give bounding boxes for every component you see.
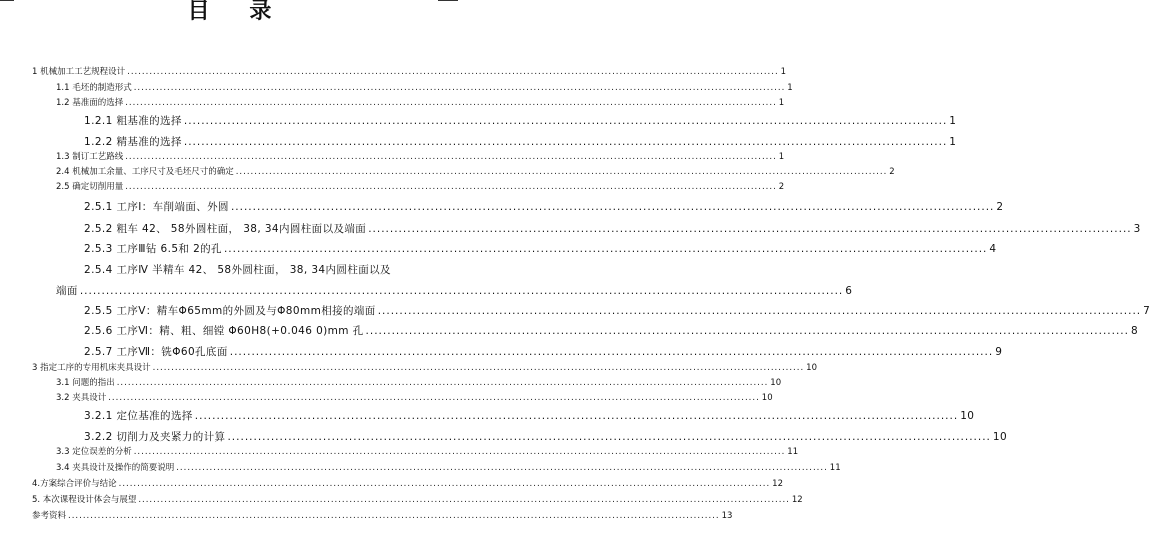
toc-entry-1-2[interactable] <box>56 97 785 109</box>
toc-entry-page: 1 <box>949 136 957 148</box>
toc-entry-page: 10 <box>806 363 817 373</box>
toc-entry-label: 3.2.1 定位基准的选择 <box>84 410 193 422</box>
dot-leader: ................................................................................................................................................................................ <box>235 167 888 177</box>
dot-leader: ................................................................................................................................................................................ <box>125 98 777 108</box>
dot-leader: ................................................................................................................................................................................ <box>229 346 994 358</box>
toc-entry-page: 2 <box>778 182 785 192</box>
toc-entry-3[interactable] <box>32 362 817 374</box>
toc-entry-page: 2 <box>889 167 895 177</box>
toc-entry-label: 2.5.3 工序Ⅲ钻 6.5和 2的孔 <box>84 243 222 255</box>
toc-entry-page: 8 <box>1130 325 1139 337</box>
toc-entry-1-2-2[interactable] <box>84 135 957 149</box>
toc-entry-label: 2.5.7 工序Ⅶ：铣Φ60孔底面 <box>84 346 228 358</box>
dot-leader: ................................................................................................................................................................................ <box>108 393 760 403</box>
toc-entry-label: 2.4 机械加工余量、工序尺寸及毛坯尺寸的确定 <box>56 167 234 177</box>
dot-leader: ................................................................................................................................................................................ <box>152 363 805 373</box>
dot-leader: ................................................................................................................................................................................ <box>133 83 786 93</box>
toc-entry-2-5[interactable] <box>56 181 785 193</box>
dot-leader: ................................................................................................................................................................................ <box>79 285 844 297</box>
page-title: 目 录 <box>187 0 288 24</box>
toc-entry-2-5-4-continuation[interactable] <box>56 284 853 298</box>
toc-entry-label: 1.2 基准面的选择 <box>56 98 124 108</box>
dot-leader: ................................................................................................................................................................................ <box>138 495 790 505</box>
dot-leader: ................................................................................................................................................................................ <box>118 479 771 489</box>
toc-entry-page: 12 <box>791 495 803 505</box>
toc-entry-page: 6 <box>845 285 853 297</box>
toc-entry-references[interactable] <box>32 510 733 522</box>
toc-entry-page: 7 <box>1143 305 1150 317</box>
toc-entry-label: 1.2.1 粗基准的选择 <box>84 115 182 127</box>
dot-leader: ................................................................................................................................................................................ <box>68 511 720 521</box>
toc-entry-label: 4.方案综合评价与结论 <box>32 479 117 489</box>
toc-entry-page: 2 <box>996 201 1004 213</box>
toc-entry-1-2-1[interactable] <box>84 114 957 128</box>
toc-entry-label: 2.5.1 工序Ⅰ：车削端面、外圆 <box>84 201 229 213</box>
toc-entry-page: 1 <box>949 115 957 127</box>
toc-entry-label: 3.1 问题的指出 <box>56 378 115 388</box>
toc-entry-3-2-1[interactable] <box>84 409 975 423</box>
dot-leader: ................................................................................................................................................................................ <box>368 223 1132 235</box>
toc-entry-5[interactable] <box>32 494 803 506</box>
toc-entry-2-5-7[interactable] <box>84 345 1003 359</box>
toc-entry-page: 10 <box>770 378 782 388</box>
toc-entry-page: 1 <box>780 67 787 77</box>
toc-entry-1[interactable] <box>32 66 787 78</box>
toc-entry-label: 参考资料 <box>32 511 67 521</box>
toc-entry-label: 2.5.5 工序Ⅴ：精车Φ65mm的外圆及与Φ80mm相接的端面 <box>84 305 376 317</box>
dot-leader: ................................................................................................................................................................................ <box>125 182 777 192</box>
toc-entry-label: 2.5.4 工序Ⅳ 半精车 42、 58外圆柱面， 38, 34内圆柱面以及 <box>84 264 391 276</box>
toc-entry-2-5-1[interactable] <box>84 200 1004 214</box>
toc-entry-1-1[interactable] <box>56 82 793 94</box>
dot-leader: ................................................................................................................................................................................ <box>194 410 959 422</box>
dot-leader: ................................................................................................................................................................................ <box>127 67 779 77</box>
toc-entry-3-1[interactable] <box>56 377 782 389</box>
dot-leader: ................................................................................................................................................................................ <box>133 447 786 457</box>
toc-entry-label: 2.5 确定切削用量 <box>56 182 124 192</box>
dot-leader: ................................................................................................................................................................................ <box>365 325 1129 337</box>
toc-entry-page: 1 <box>778 152 785 162</box>
dot-leader: ................................................................................................................................................................................ <box>176 463 828 473</box>
toc-entry-label: 端面 <box>56 285 78 297</box>
toc-entry-page: 10 <box>960 410 975 422</box>
toc-entry-label: 2.5.6 工序Ⅵ：精、粗、细镗 Φ60H8(+0.046 0)mm 孔 <box>84 325 364 337</box>
toc-entry-page: 10 <box>761 393 773 403</box>
toc-entry-3-2-2[interactable] <box>84 430 1008 444</box>
toc-entry-page: 11 <box>829 463 841 473</box>
dot-leader: ................................................................................................................................................................................ <box>227 431 991 443</box>
toc-entry-label: 3.2 夹具设计 <box>56 393 107 403</box>
toc-entry-page: 9 <box>995 346 1003 358</box>
toc-entry-2-5-4[interactable] <box>84 263 391 277</box>
toc-entry-2-5-2[interactable] <box>84 222 1141 236</box>
toc-entry-2-5-3[interactable] <box>84 242 997 256</box>
toc-entry-page: 11 <box>787 447 799 457</box>
toc-entry-page: 1 <box>778 98 785 108</box>
dot-leader: ................................................................................................................................................................................ <box>223 243 988 255</box>
dot-leader: ................................................................................................................................................................................ <box>183 115 948 127</box>
toc-entry-2-5-5[interactable] <box>84 304 1150 318</box>
toc-entry-label: 3.4 夹具设计及操作的简要说明 <box>56 463 175 473</box>
toc-entry-page: 10 <box>992 431 1008 443</box>
toc-entry-page: 3 <box>1133 223 1141 235</box>
toc-entry-label: 3 指定工序的专用机床夹具设计 <box>32 363 151 373</box>
toc-entry-page: 1 <box>787 83 793 93</box>
dot-leader: ................................................................................................................................................................................ <box>183 136 948 148</box>
toc-entry-label: 1.2.2 精基准的选择 <box>84 136 182 148</box>
dot-leader: ................................................................................................................................................................................ <box>116 378 769 388</box>
toc-entry-label: 3.3 定位误差的分析 <box>56 447 132 457</box>
toc-entry-3-2[interactable] <box>56 392 773 404</box>
toc-entry-label: 5. 本次课程设计体会与展望 <box>32 495 137 505</box>
toc-entry-page: 12 <box>772 479 783 489</box>
toc-entry-3-3[interactable] <box>56 446 799 458</box>
toc-entry-3-4[interactable] <box>56 462 841 474</box>
toc-entry-label: 1 机械加工工艺规程设计 <box>32 67 126 77</box>
toc-entry-label: 1.3 制订工艺路线 <box>56 152 124 162</box>
toc-entry-label: 3.2.2 切削力及夹紧力的计算 <box>84 431 226 443</box>
toc-entry-4[interactable] <box>32 478 783 490</box>
toc-entry-page: 13 <box>721 511 733 521</box>
toc-entry-label: 1.1 毛坯的制造形式 <box>56 83 132 93</box>
dot-leader: ................................................................................................................................................................................ <box>377 305 1142 317</box>
toc-entry-2-4[interactable] <box>56 166 895 178</box>
toc-entry-2-5-6[interactable] <box>84 324 1139 338</box>
toc-entry-1-3[interactable] <box>56 151 785 163</box>
toc-entry-page: 4 <box>989 243 997 255</box>
toc-entry-label: 2.5.2 粗车 42、 58外圆柱面， 38, 34内圆柱面以及端面 <box>84 223 367 235</box>
dot-leader: ................................................................................................................................................................................ <box>125 152 777 162</box>
dot-leader: ................................................................................................................................................................................ <box>230 201 995 213</box>
